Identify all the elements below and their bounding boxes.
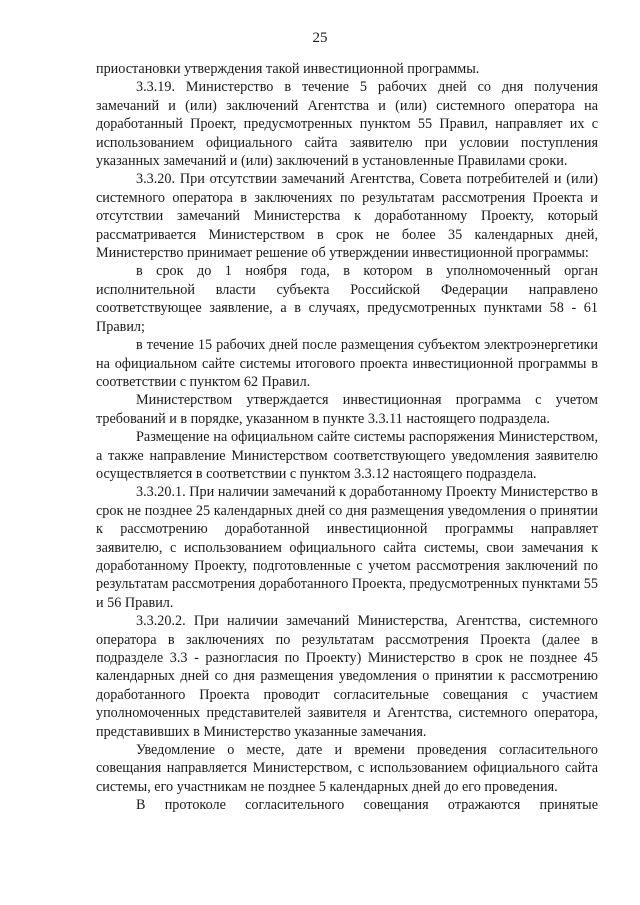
paragraph-3-3-20-1: 3.3.20.1. При наличии замечаний к доработанному Проекту Министерство в срок не позднее 25 календарных дней со дня размещения уведомления о принятии к рассмотрению доработанной инвестиционной программы направляет заявителю, с использованием официального сайта системы, свои замечания к доработанному Проекту, подготовленные с учетом рассмотрения заключений по результатам рассмотрения доработанного Проекта, предусмотренных пунктами 55 и 56 Правил.	[96, 484, 598, 611]
document-body	[96, 60, 598, 815]
paragraph-3-3-20-2: 3.3.20.2. При наличии замечаний Министерства, Агентства, системного оператора в заключениях по результатам рассмотрения Проекта (далее в подразделе 3.3 - разногласия по Проекту) Министерство в срок не позднее 45 календарных дней со дня размещения уведомления о принятии к рассмотрению доработанного Проекта проводит согласительные совещания с участием уполномоченных представителей заявителя и Агентства, системного оператора, представивших в Министерство указанные замечания.	[96, 613, 598, 740]
paragraph-deadline-15-days: в течение 15 рабочих дней после размещения субъектом электроэнергетики на официальном сайте системы итогового проекта инвестиционной программы в соответствии с пунктом 62 Правил.	[96, 337, 598, 390]
paragraph-deadline-november: в срок до 1 ноября года, в котором в уполномоченный орган исполнительной власти субъекта Российской Федерации направлено соответствующее заявление, а в случаях, предусмотренных пунктами 58 - 61 Правил;	[96, 263, 598, 335]
page-number: 25	[312, 30, 328, 46]
paragraph-approval-order: Министерством утверждается инвестиционная программа с учетом требований и в порядке, указанном в пункте 3.3.11 настоящего подраздела.	[96, 392, 598, 427]
paragraph-continuation: приостановки утверждения такой инвестиционной программы.	[96, 61, 480, 77]
paragraph-publication: Размещение на официальном сайте системы распоряжения Министерством, а также направление Министерством соответствующего уведомления заявителю осуществляется в соответствии с пунктом 3.3.12 настоящего подраздела.	[96, 429, 598, 482]
paragraph-3-3-20: 3.3.20. При отсутствии замечаний Агентства, Совета потребителей и (или) системного оператора в заключениях по результатам рассмотрения Проекта и отсутствии замечаний Министерства к доработанному Проекту, который рассматривается Министерством в срок не более 35 календарных дней, Министерство принимает решение об утверждении инвестиционной программы:	[96, 171, 598, 262]
paragraph-meeting-notice: Уведомление о месте, дате и времени проведения согласительного совещания направляется Министерством, с использованием официального сайта системы, его участникам не позднее 5 календарных дней до его проведения.	[96, 742, 598, 795]
paragraph-3-3-19: 3.3.19. Министерство в течение 5 рабочих дней со дня получения замечаний и (или) заключений Агентства и (или) системного оператора на доработанный Проект, предусмотренных пунктом 55 Правил, направляет их с использованием официального сайта заявителю при условии поступления указанных замечаний и (или) заключений в установленные Правилами сроки.	[96, 79, 598, 170]
paragraph-meeting-protocol: В протоколе согласительного совещания отражаются принятые	[136, 797, 598, 814]
